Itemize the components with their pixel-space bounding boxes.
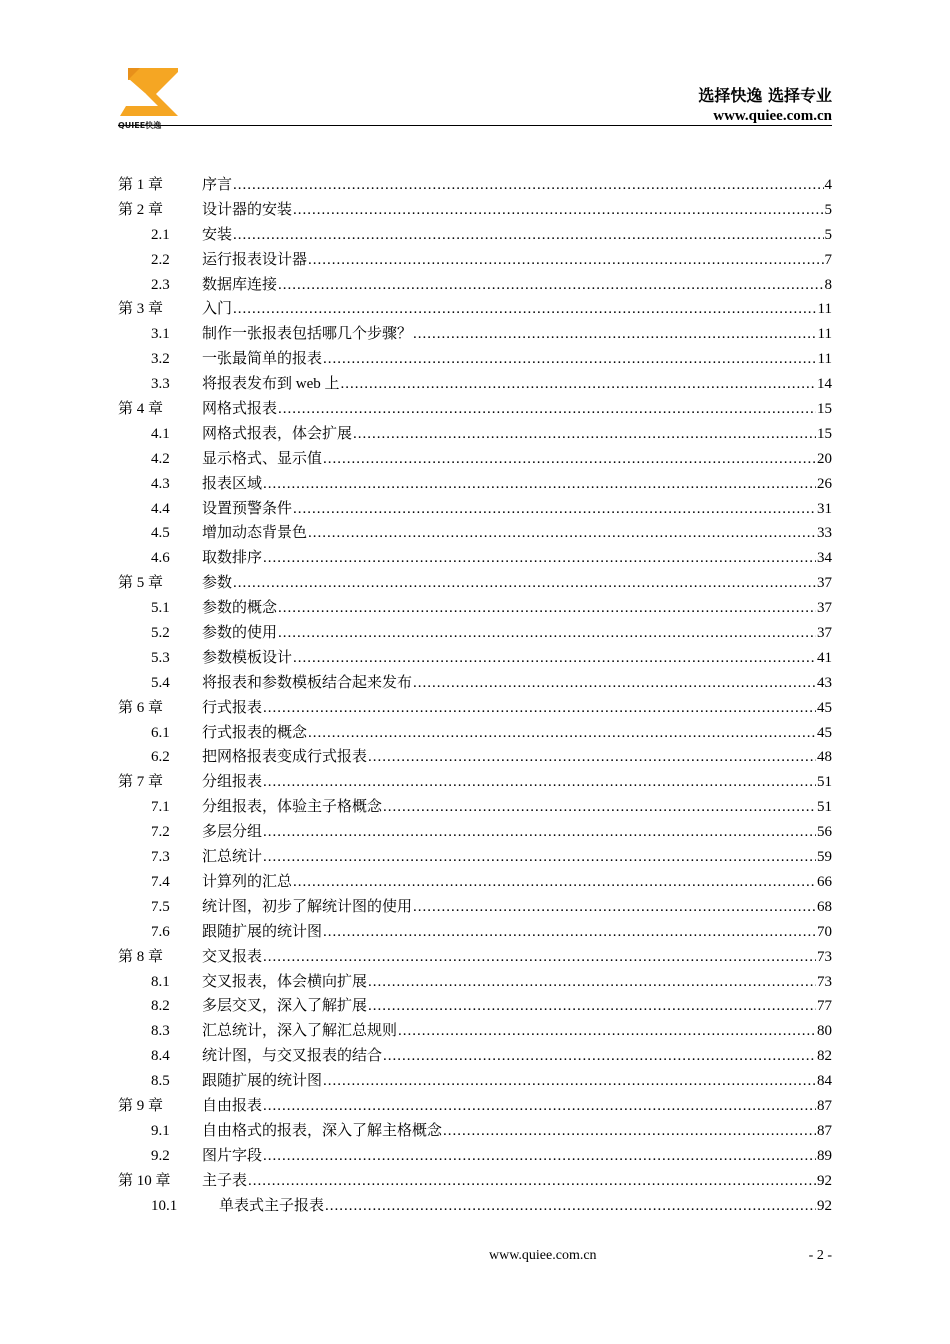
toc-dot-leader	[383, 1048, 816, 1065]
toc-entry-title[interactable]: 图片字段	[202, 1147, 263, 1164]
toc-entry[interactable]	[118, 248, 832, 273]
footer-page-number: - 2 -	[808, 1248, 832, 1263]
toc-entry[interactable]	[118, 994, 832, 1019]
toc-entry[interactable]	[118, 895, 832, 920]
toc-entry-number: 第 9 章	[118, 1097, 164, 1114]
toc-entry[interactable]	[118, 397, 832, 422]
toc-entry-page: 45	[817, 699, 832, 716]
toc-entry-title[interactable]: 计算列的汇总	[202, 873, 293, 890]
toc-entry-page: 11	[817, 351, 832, 368]
header-tagline-block	[698, 86, 832, 126]
toc-entry[interactable]	[118, 1169, 832, 1194]
toc-entry-number: 5.1	[151, 600, 170, 617]
toc-entry-title[interactable]: 制作一张报表包括哪几个步骤？	[202, 326, 413, 343]
toc-dot-leader	[248, 1173, 816, 1190]
toc-entry-page: 14	[817, 376, 832, 393]
toc-dot-leader	[308, 725, 816, 742]
toc-entry[interactable]	[118, 1044, 832, 1069]
toc-entry-title[interactable]: 汇总统计	[202, 849, 263, 866]
toc-entry-page: 73	[817, 948, 832, 965]
toc-entry-title[interactable]: 分组报表	[202, 774, 263, 791]
toc-entry-number: 2.2	[151, 251, 170, 268]
toc-entry-title[interactable]: 一张最简单的报表	[202, 351, 323, 368]
header-tagline: 选择快逸 选择专业	[698, 86, 832, 105]
toc-entry-title[interactable]: 多层交叉，深入了解扩展	[202, 998, 368, 1015]
toc-entry-title[interactable]: 单表式主子报表	[219, 1197, 325, 1214]
table-of-contents	[118, 173, 832, 1218]
toc-entry-page: 51	[817, 774, 832, 791]
toc-entry-number: 3.3	[151, 376, 170, 393]
toc-entry-title[interactable]: 网格式报表	[202, 401, 278, 418]
toc-entry[interactable]	[118, 795, 832, 820]
toc-entry-number: 第 2 章	[118, 201, 164, 218]
toc-entry-title[interactable]: 行式报表的概念	[202, 724, 308, 741]
toc-dot-leader	[278, 401, 816, 418]
toc-entry[interactable]	[118, 472, 832, 497]
page-header	[0, 0, 950, 130]
toc-dot-leader	[413, 326, 817, 343]
toc-dot-leader	[413, 675, 816, 692]
toc-entry-page: 5	[824, 201, 832, 218]
toc-dot-leader	[325, 1198, 816, 1215]
toc-entry-number: 7.4	[151, 873, 170, 890]
toc-entry-page: 68	[817, 898, 832, 915]
toc-entry[interactable]	[118, 447, 832, 472]
toc-entry-page: 37	[817, 575, 832, 592]
toc-entry-page: 31	[817, 500, 832, 517]
toc-entry-title[interactable]: 入门	[202, 301, 233, 318]
toc-entry[interactable]	[118, 696, 832, 721]
toc-dot-leader	[323, 451, 816, 468]
toc-dot-leader	[263, 476, 816, 493]
toc-entry-title[interactable]: 自由格式的报表，深入了解主格概念	[202, 1122, 443, 1139]
toc-entry[interactable]	[118, 1144, 832, 1169]
toc-entry-page: 4	[824, 177, 832, 193]
header-url[interactable]: www.quiee.com.cn	[713, 108, 832, 124]
toc-entry-number: 2.1	[151, 226, 170, 243]
toc-dot-leader	[233, 575, 816, 592]
toc-entry-number: 2.3	[151, 276, 170, 293]
toc-entry-page: 37	[817, 600, 832, 617]
toc-entry[interactable]	[118, 945, 832, 970]
toc-entry-page: 59	[817, 849, 832, 866]
toc-entry[interactable]	[118, 1119, 832, 1144]
toc-entry-number: 8.1	[151, 973, 170, 990]
toc-entry-page: 8	[824, 276, 832, 293]
toc-entry[interactable]	[118, 1019, 832, 1044]
toc-entry-page: 70	[817, 923, 832, 940]
toc-entry-number: 第 10 章	[118, 1172, 171, 1189]
toc-dot-leader	[263, 700, 816, 717]
toc-entry[interactable]	[118, 372, 832, 397]
toc-entry-title[interactable]: 显示格式、显示值	[202, 450, 323, 467]
footer-url[interactable]: www.quiee.com.cn	[489, 1248, 597, 1263]
toc-entry-number: 第 5 章	[118, 575, 164, 592]
toc-entry-page: 80	[817, 1023, 832, 1040]
toc-entry[interactable]	[118, 322, 832, 347]
toc-entry-page: 11	[817, 326, 832, 343]
toc-dot-leader	[323, 1073, 816, 1090]
toc-entry-number: 9.2	[151, 1147, 170, 1164]
toc-entry-page: 45	[817, 724, 832, 741]
toc-entry-page: 26	[817, 475, 832, 492]
toc-entry-page: 15	[817, 425, 832, 442]
toc-entry-number: 7.6	[151, 923, 170, 940]
toc-dot-leader	[263, 550, 816, 567]
toc-entry-number: 第 3 章	[118, 301, 164, 318]
toc-entry-number: 第 7 章	[118, 774, 164, 791]
toc-entry-page: 20	[817, 450, 832, 467]
toc-dot-leader	[368, 749, 816, 766]
toc-entry[interactable]	[118, 920, 832, 945]
toc-entry-page: 41	[817, 649, 832, 666]
toc-dot-leader	[413, 899, 816, 916]
toc-entry-page: 92	[817, 1197, 832, 1214]
toc-dot-leader	[263, 849, 816, 866]
toc-entry-page: 48	[817, 749, 832, 766]
toc-dot-leader	[233, 227, 823, 244]
toc-dot-leader	[323, 351, 817, 368]
toc-dot-leader	[278, 277, 823, 294]
toc-entry[interactable]	[118, 870, 832, 895]
toc-dot-leader	[293, 202, 823, 219]
toc-entry[interactable]	[118, 546, 832, 571]
toc-entry-title[interactable]: 参数的使用	[202, 625, 278, 642]
toc-dot-leader	[263, 1098, 816, 1115]
toc-entry[interactable]	[118, 970, 832, 995]
toc-entry-title[interactable]: 设置预警条件	[202, 500, 293, 517]
toc-entry-number: 7.1	[151, 799, 170, 816]
toc-entry[interactable]	[118, 497, 832, 522]
toc-dot-leader	[293, 501, 816, 518]
toc-entry-title[interactable]: 网格式报表，体会扩展	[202, 425, 353, 442]
toc-dot-leader	[233, 177, 823, 194]
toc-entry[interactable]	[118, 1069, 832, 1094]
toc-entry-title[interactable]: 统计图，与交叉报表的结合	[202, 1048, 383, 1065]
toc-entry-number: 8.2	[151, 998, 170, 1015]
toc-entry-title[interactable]: 参数的概念	[202, 600, 278, 617]
toc-entry-title[interactable]: 统计图，初步了解统计图的使用	[202, 898, 413, 915]
toc-entry[interactable]	[118, 671, 832, 696]
toc-entry-page: 82	[817, 1048, 832, 1065]
toc-entry-title[interactable]: 把网格报表变成行式报表	[202, 749, 368, 766]
toc-entry-title[interactable]: 设计器的安装	[202, 201, 293, 218]
toc-entry-title[interactable]: 数据库连接	[202, 276, 278, 293]
toc-entry[interactable]	[118, 745, 832, 770]
toc-entry-title[interactable]: 参数	[202, 575, 233, 592]
toc-entry[interactable]	[118, 571, 832, 596]
toc-entry[interactable]	[118, 596, 832, 621]
toc-entry-number: 4.4	[151, 500, 170, 517]
toc-entry-number: 10.1	[151, 1197, 178, 1214]
toc-entry-number: 7.3	[151, 849, 170, 866]
toc-entry[interactable]	[118, 1094, 832, 1119]
toc-dot-leader	[308, 525, 816, 542]
toc-entry-number: 5.3	[151, 649, 170, 666]
toc-entry[interactable]	[118, 820, 832, 845]
toc-dot-leader	[383, 799, 816, 816]
toc-entry-title[interactable]: 序言	[202, 177, 233, 193]
toc-entry-number: 8.4	[151, 1048, 170, 1065]
toc-entry[interactable]	[118, 621, 832, 646]
toc-entry-number: 7.5	[151, 898, 170, 915]
quiee-logo	[116, 66, 186, 130]
toc-dot-leader	[398, 1023, 816, 1040]
toc-entry-number: 4.2	[151, 450, 170, 467]
toc-entry-title[interactable]: 报表区域	[202, 475, 263, 492]
toc-entry-page: 7	[824, 251, 832, 268]
toc-entry-number: 3.1	[151, 326, 170, 343]
toc-entry[interactable]	[118, 845, 832, 870]
toc-entry-page: 43	[817, 674, 832, 691]
toc-entry-page: 92	[817, 1172, 832, 1189]
toc-entry-page: 84	[817, 1073, 832, 1090]
toc-entry-number: 第 8 章	[118, 948, 164, 965]
toc-entry-number: 4.5	[151, 525, 170, 542]
toc-dot-leader	[293, 874, 816, 891]
toc-entry-title[interactable]: 行式报表	[202, 699, 263, 716]
toc-entry-title[interactable]: 主子表	[202, 1172, 248, 1189]
toc-entry[interactable]	[118, 422, 832, 447]
toc-entry-number: 9.1	[151, 1122, 170, 1139]
toc-entry-page: 87	[817, 1122, 832, 1139]
toc-entry-title[interactable]: 运行报表设计器	[202, 251, 308, 268]
toc-entry[interactable]	[118, 1194, 832, 1219]
toc-entry-title[interactable]: 增加动态背景色	[202, 525, 308, 542]
toc-entry[interactable]	[118, 521, 832, 546]
toc-entry-title[interactable]: 分组报表，体验主子格概念	[202, 799, 383, 816]
toc-entry-page: 51	[817, 799, 832, 816]
toc-entry-number: 4.6	[151, 550, 170, 567]
toc-entry[interactable]	[118, 646, 832, 671]
toc-entry-page: 37	[817, 625, 832, 642]
toc-entry-number: 4.3	[151, 475, 170, 492]
toc-entry-number: 6.2	[151, 749, 170, 766]
toc-entry-page: 87	[817, 1097, 832, 1114]
toc-entry-page: 66	[817, 873, 832, 890]
toc-dot-leader	[263, 774, 816, 791]
toc-entry[interactable]	[118, 721, 832, 746]
toc-entry-page: 11	[817, 301, 832, 318]
toc-entry[interactable]	[118, 223, 832, 248]
toc-dot-leader	[323, 924, 816, 941]
toc-entry-number: 第 4 章	[118, 401, 164, 418]
toc-dot-leader	[278, 600, 816, 617]
toc-entry-number: 第 6 章	[118, 699, 164, 716]
toc-entry-title[interactable]: 自由报表	[202, 1097, 263, 1114]
toc-entry-page: 56	[817, 824, 832, 841]
toc-entry-title[interactable]: 参数模板设计	[202, 649, 293, 666]
toc-dot-leader	[233, 301, 817, 318]
toc-entry[interactable]	[118, 347, 832, 372]
toc-dot-leader	[353, 426, 816, 443]
toc-entry-title[interactable]: 跟随扩展的统计图	[202, 1073, 323, 1090]
toc-entry[interactable]	[118, 273, 832, 298]
toc-dot-leader	[341, 376, 817, 393]
toc-entry[interactable]	[118, 770, 832, 795]
toc-entry[interactable]	[118, 173, 832, 198]
toc-entry-title[interactable]: 将报表发布到 web 上	[202, 376, 340, 393]
toc-entry-number: 8.3	[151, 1023, 170, 1040]
toc-entry-title[interactable]: 安装	[202, 226, 233, 243]
toc-entry-page: 34	[817, 550, 832, 567]
toc-entry-title[interactable]: 汇总统计，深入了解汇总规则	[202, 1023, 398, 1040]
toc-entry-number: 6.1	[151, 724, 170, 741]
toc-entry-page: 33	[817, 525, 832, 542]
toc-entry[interactable]	[118, 198, 832, 223]
toc-entry[interactable]	[118, 297, 832, 322]
toc-entry-page: 5	[824, 226, 832, 243]
toc-entry-number: 4.1	[151, 425, 170, 442]
toc-dot-leader	[308, 252, 823, 269]
toc-entry-title[interactable]: 跟随扩展的统计图	[202, 923, 323, 940]
logo-text: QUIEE快逸	[118, 121, 162, 130]
toc-entry-title[interactable]: 多层分组	[202, 824, 263, 841]
toc-entry-number: 第 1 章	[118, 177, 164, 193]
header-divider	[118, 125, 832, 126]
toc-entry-page: 73	[817, 973, 832, 990]
toc-dot-leader	[263, 1148, 816, 1165]
toc-entry-title[interactable]: 取数排序	[202, 550, 263, 567]
toc-entry-title[interactable]: 交叉报表	[202, 948, 263, 965]
toc-dot-leader	[293, 650, 816, 667]
toc-entry-number: 3.2	[151, 351, 170, 368]
toc-entry-page: 15	[817, 401, 832, 418]
toc-entry-title[interactable]: 将报表和参数模板结合起来发布	[202, 674, 413, 691]
toc-entry-number: 5.4	[151, 674, 170, 691]
toc-entry-title[interactable]: 交叉报表，体会横向扩展	[202, 973, 368, 990]
toc-dot-leader	[443, 1123, 816, 1140]
toc-dot-leader	[263, 824, 816, 841]
toc-dot-leader	[263, 949, 816, 966]
toc-entry-page: 77	[817, 998, 832, 1015]
toc-dot-leader	[368, 998, 816, 1015]
toc-entry-number: 8.5	[151, 1073, 170, 1090]
toc-entry-number: 7.2	[151, 824, 170, 841]
toc-entry-number: 5.2	[151, 625, 170, 642]
toc-dot-leader	[368, 974, 816, 991]
toc-entry-page: 89	[817, 1147, 832, 1164]
toc-dot-leader	[278, 625, 816, 642]
